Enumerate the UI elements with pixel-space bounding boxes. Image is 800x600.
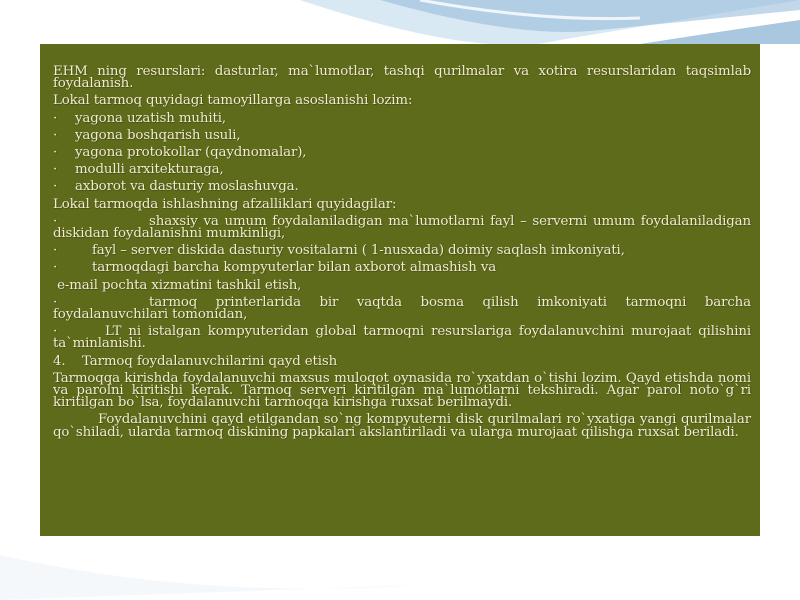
- list-item: · LT ni istalgan kompyuteridan global tarmoqni resurslariga foydalanuvchini murojaat qilishini ta`minlanishi.: [53, 324, 751, 352]
- section-number: 4.: [53, 353, 66, 369]
- list-item: · shaxsiy va umum foydalaniladigan ma`lumotlarni fayl – serverni umum foydalaniladigan diskidan foydalanishni mumkinligi,: [53, 213, 751, 242]
- section-title: Tarmoq foydalanuvchilarini qayd etish: [82, 353, 338, 369]
- list-item: · fayl – server diskida dasturiy vositalarni ( 1-nusxada) doimiy saqlash imkoniyati,: [53, 243, 625, 259]
- paragraph-registration: Tarmoqqa kirishda foydalanuvchi maxsus muloqot oynasida ro`yxatdan o`tishi lozim. Qayd etishda nomi va parolni kiritishi kerak. Tarmoq serveri kiritilgan ma`lumotlarni tekshiradi. Agar parol noto`g`ri kiritilgan bo`lsa, foydalanuvchi tarmoqqa kirishga ruxsat berilmaydi.: [53, 370, 751, 411]
- bullet-icon: ·: [53, 127, 58, 143]
- bullet-icon: ·: [53, 243, 58, 259]
- paragraph-advantages-intro: Lokal tarmoqda ishlashning afzalliklari quyidagilar:: [53, 196, 397, 212]
- list-item: · yagona boshqarish usuli,: [53, 127, 241, 143]
- bullet-icon: ·: [53, 260, 58, 276]
- list-item: · modulli arxitekturaga,: [53, 162, 224, 178]
- bullet-icon: ·: [53, 162, 58, 178]
- bullet-icon: ·: [53, 324, 58, 340]
- list-item: · tarmoq printerlarida bir vaqtda bosma qilish imkoniyati tarmoqni barcha foydalanuvchilari tomonidan,: [53, 294, 751, 323]
- bullet-icon: ·: [53, 213, 58, 229]
- paragraph-principles-intro: Lokal tarmoq quyidagi tamoyillarga asoslanishi lozim:: [53, 93, 413, 109]
- paragraph-resources: EHM ning resurslari: dasturlar, ma`lumotlar, tashqi qurilmalar va xotira resurslaridan taqsimlab foydalanish.: [53, 64, 751, 92]
- section-heading: [53, 353, 751, 369]
- bullet-icon: ·: [53, 179, 58, 195]
- bullet-icon: ·: [53, 110, 58, 126]
- bullet-icon: ·: [53, 294, 58, 310]
- bullet-icon: ·: [53, 145, 58, 161]
- list-item: · axborot va dasturiy moslashuvga.: [53, 179, 299, 195]
- paragraph-after-registration: Foydalanuvchini qayd etilgandan so`ng kompyuterni disk qurilmalari ro`yxatiga yangi qurilmalar qo`shiladi, ularda tarmoq diskining papkalari akslantiriladi va ularga murojaat qilishga ruxsat beriladi.: [53, 412, 751, 440]
- list-item: · yagona protokollar (qaydnomalar),: [53, 145, 307, 161]
- list-item: · tarmoqdagi barcha kompyuterlar bilan axborot almashish va: [53, 260, 497, 276]
- list-item: · yagona uzatish muhiti,: [53, 110, 226, 126]
- slide-text: [53, 66, 751, 444]
- list-item-continuation: e-mail pochta xizmatini tashkil etish,: [53, 277, 302, 293]
